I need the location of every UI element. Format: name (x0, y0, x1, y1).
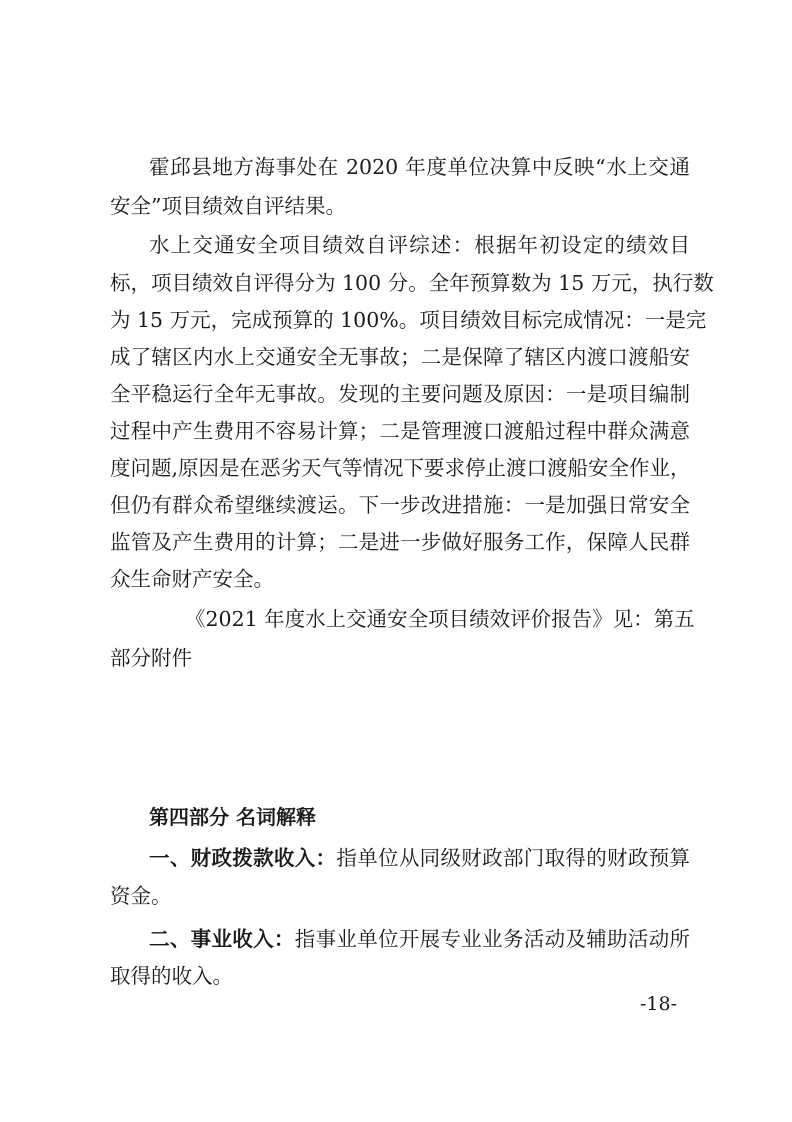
paragraph-1-line-2: 安全”项目绩效自评结果。 (110, 194, 346, 218)
term-1-definition: 指单位从同级财政部门取得的财政预算 (336, 846, 691, 870)
paragraph-2-line-7: 度问题,原因是在恶劣天气等情况下要求停止渡口渡船安全作业， (110, 456, 691, 480)
paragraph-1-line-1: 霍邱县地方海事处在 2020 年度单位决算中反映“水上交通 (149, 155, 690, 179)
paragraph-3-line-1: 《2021 年度水上交通安全项目绩效评价报告》见：第五 (185, 607, 695, 631)
term-1-line-2: 资金。 (110, 884, 172, 908)
paragraph-2-line-1: 水上交通安全项目绩效自评综述：根据年初设定的绩效目 (149, 233, 690, 257)
paragraph-2-line-4: 成了辖区内水上交通安全无事故；二是保障了辖区内渡口渡船安 (110, 345, 690, 369)
paragraph-3-line-2: 部分附件 (110, 646, 192, 670)
term-2-line-1 (149, 926, 690, 952)
term-2-line-2: 取得的收入。 (110, 964, 233, 988)
page-number: -18- (640, 993, 678, 1015)
term-1-label: 一、财政拨款收入： (149, 846, 337, 870)
paragraph-2-line-9: 监管及产生费用的计算；二是进一步做好服务工作，保障人民群 (110, 530, 690, 554)
paragraph-2-line-10: 众生命财产安全。 (110, 567, 274, 591)
paragraph-2-line-3: 为 15 万元，完成预算的 100%。项目绩效目标完成情况：一是完 (110, 308, 707, 332)
term-2-label: 二、事业收入： (149, 927, 295, 951)
term-1-line-1 (149, 845, 690, 871)
paragraph-2-line-5: 全平稳运行全年无事故。发现的主要问题及原因：一是项目编制 (110, 382, 690, 406)
paragraph-2-line-6: 过程中产生费用不容易计算；二是管理渡口渡船过程中群众满意 (110, 419, 690, 443)
section-heading: 第四部分 名词解释 (149, 805, 316, 829)
paragraph-2-line-8: 但仍有群众希望继续渡运。下一步改进措施：一是加强日常安全 (110, 493, 690, 517)
term-2-definition: 指事业单位开展专业业务活动及辅助活动所 (294, 927, 691, 951)
paragraph-2-line-2: 标，项目绩效自评得分为 100 分。全年预算数为 15 万元，执行数 (110, 271, 714, 295)
